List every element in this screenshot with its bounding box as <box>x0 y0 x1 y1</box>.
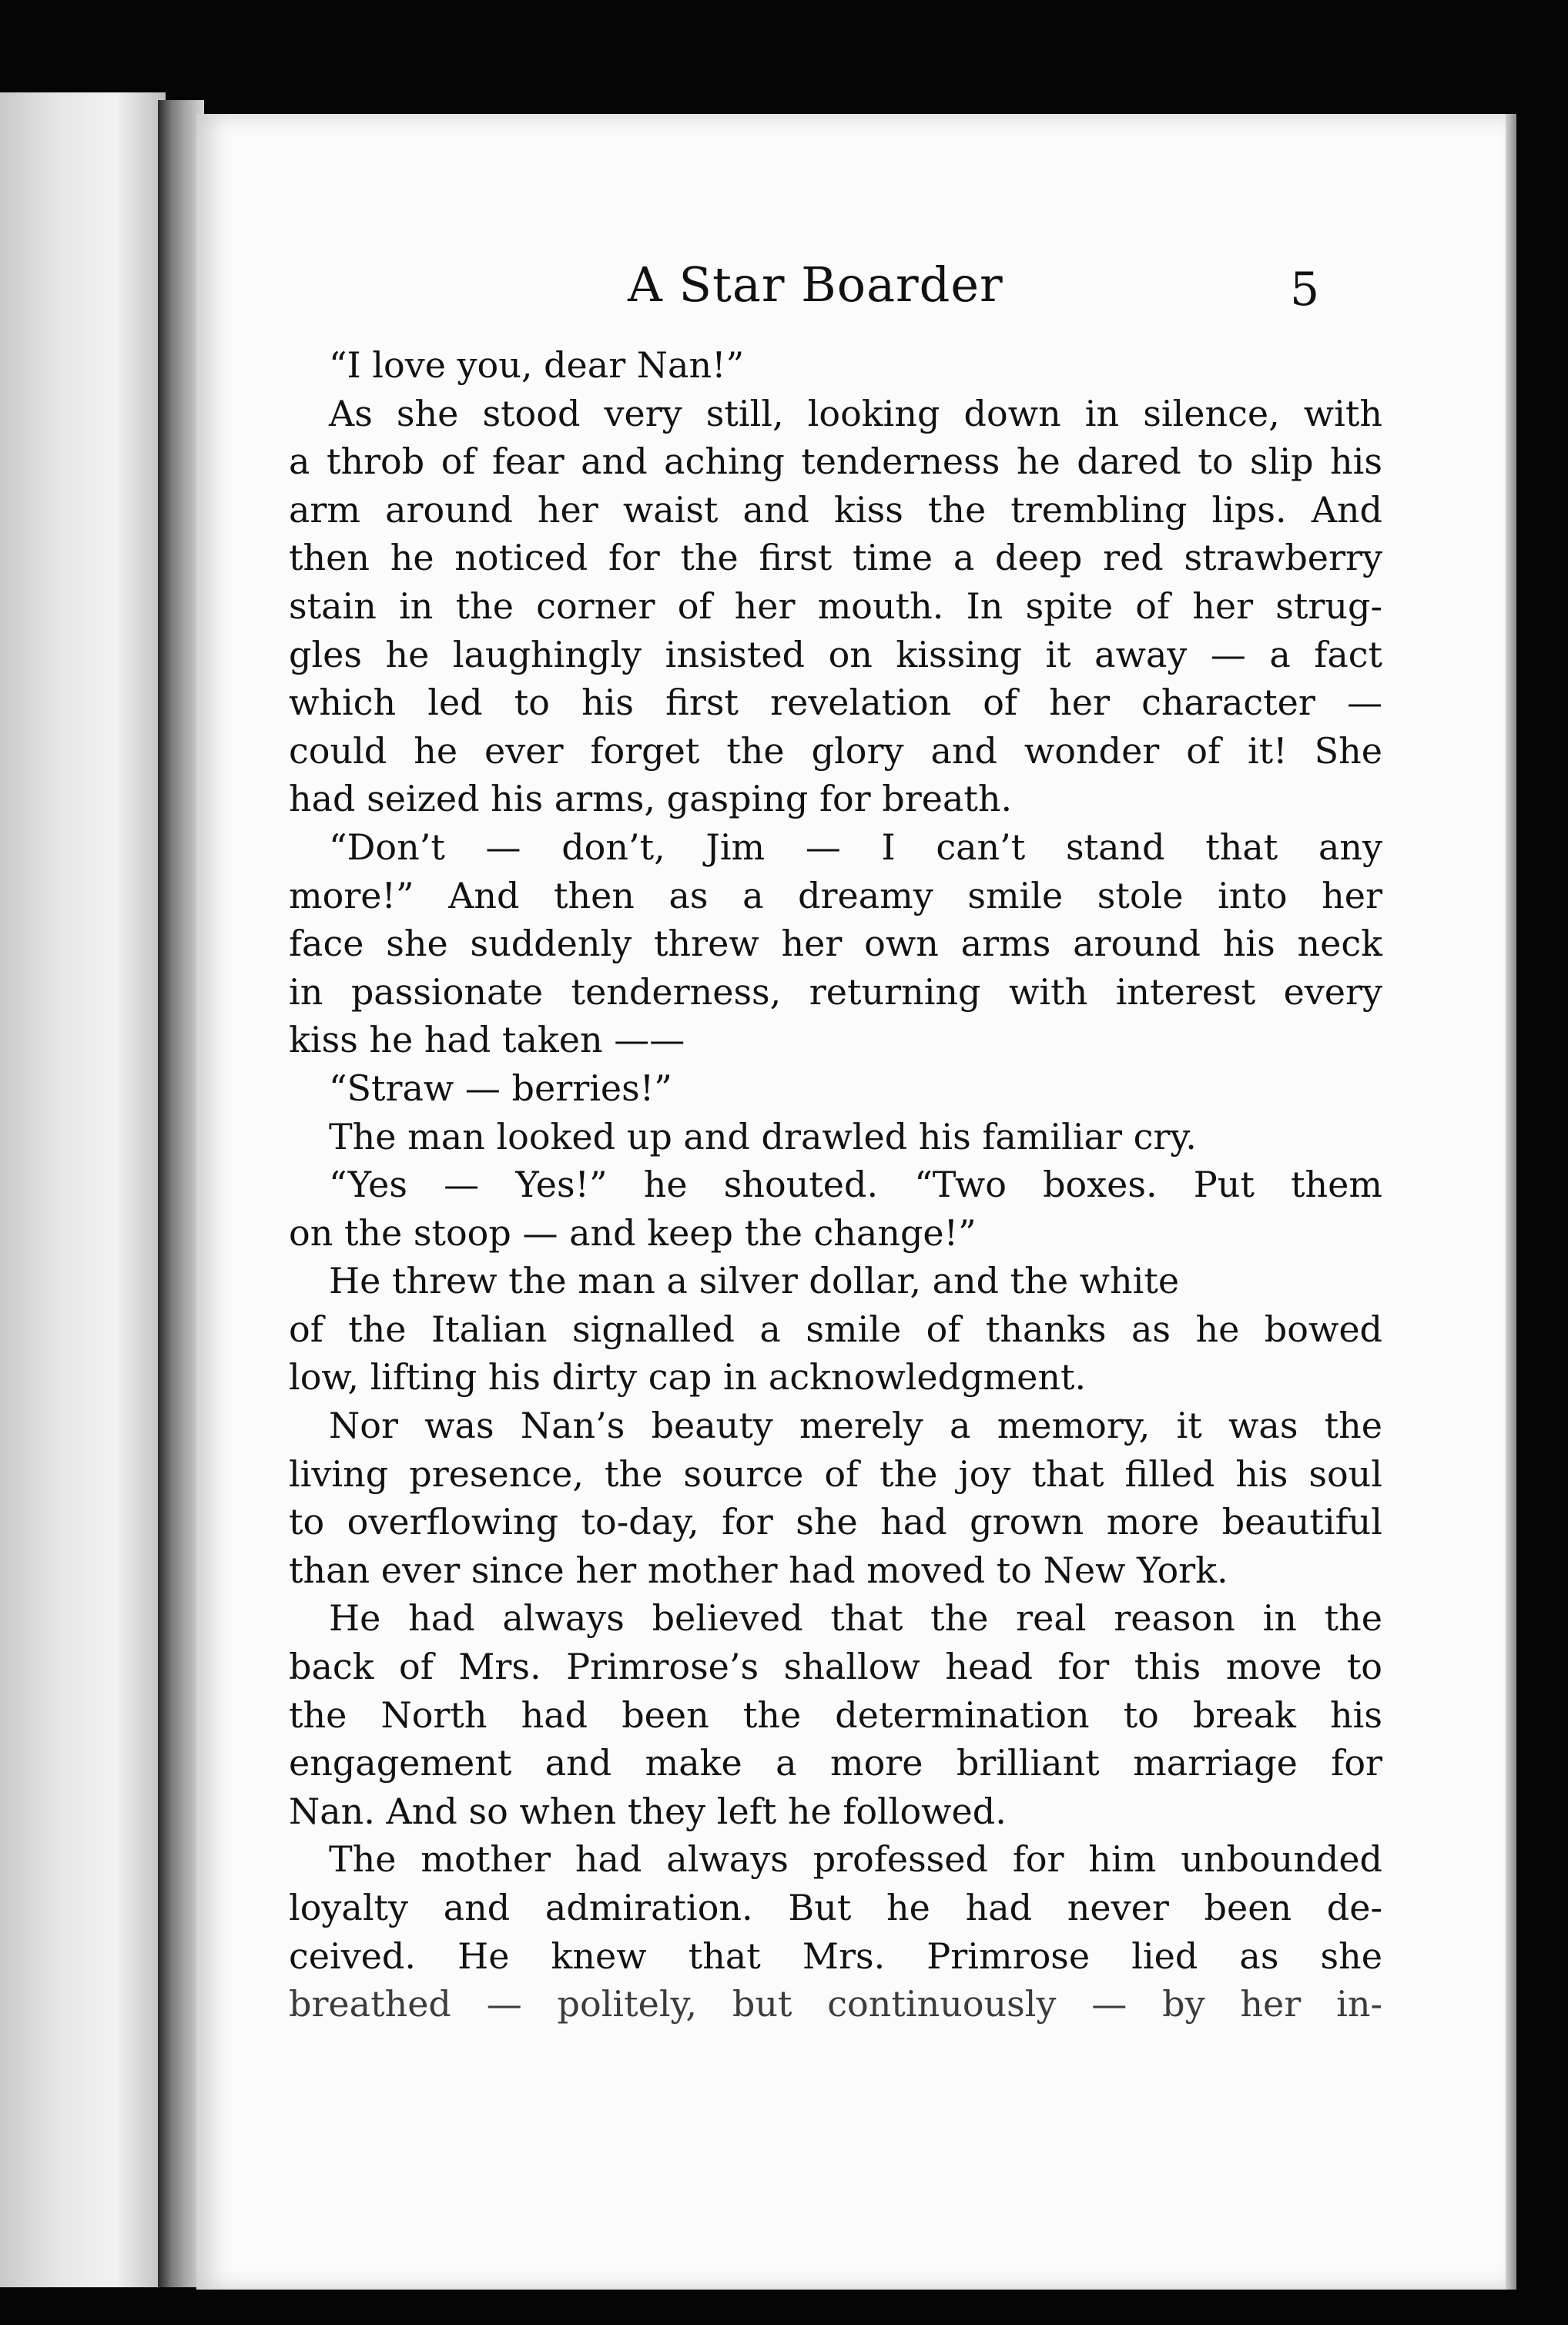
text-line: loyalty and admiration. But he had never been de- <box>289 1887 1382 1928</box>
text-line: As she stood very still, looking down in silence, with <box>329 392 1382 434</box>
previous-page-edge <box>0 92 166 2287</box>
page-right-edge <box>1506 114 1516 2290</box>
text-line: could he ever forget the glory and wonder of it! She <box>289 729 1382 772</box>
text-line: face she suddenly threw her own arms around his neck <box>289 923 1382 965</box>
text-line: the North had been the determination to break his <box>289 1693 1382 1736</box>
text-line: had seized his arms, gasping for breath. <box>289 778 1013 820</box>
text-line: stain in the corner of her mouth. In spite of her strug- <box>289 585 1382 627</box>
text-line: on the stoop — and keep the change!” <box>289 1211 977 1254</box>
text-line: “Straw — berries!” <box>329 1067 672 1109</box>
body-text <box>289 341 1382 2029</box>
text-line: a throb of fear and aching tenderness he dared to slip his <box>289 441 1382 483</box>
text-line: arm around her waist and kiss the trembling lips. And <box>289 488 1382 531</box>
book-page <box>196 114 1506 2290</box>
text-line: “Yes — Yes!” he shouted. “Two boxes. Put them <box>329 1164 1382 1206</box>
page-title: A Star Boarder <box>628 256 1003 313</box>
text-line: low, lifting his dirty cap in acknowledgment. <box>289 1356 1087 1399</box>
text-line: engagement and make a more brilliant marriage for <box>289 1742 1382 1784</box>
text-line: in passionate tenderness, returning with interest every <box>289 970 1382 1013</box>
text-line: which led to his first revelation of her character — <box>289 682 1382 724</box>
text-line: Nor was Nan’s beauty merely a memory, it was the <box>329 1405 1382 1447</box>
running-head <box>196 256 1506 326</box>
text-line: more!” And then as a dreamy smile stole into her <box>289 874 1382 916</box>
text-line: He threw the man a silver dollar, and the white <box>329 1260 1180 1302</box>
text-line: to overflowing to-day, for she had grown more beautiful <box>289 1501 1382 1543</box>
text-line: than ever since her mother had moved to New York. <box>289 1549 1228 1591</box>
page-number: 5 <box>1290 263 1320 317</box>
text-line: then he noticed for the first time a deep red strawberry <box>289 537 1382 579</box>
text-line: ceived. He knew that Mrs. Primrose lied as she <box>289 1935 1382 1977</box>
text-line: Nan. And so when they left he followed. <box>289 1790 1007 1832</box>
text-line: kiss he had taken —— <box>289 1019 685 1061</box>
text-line: “I love you, dear Nan!” <box>329 344 745 386</box>
text-line: “Don’t — don’t, Jim — I can’t stand that any <box>329 826 1382 868</box>
text-line: back of Mrs. Primrose’s shallow head for this move to <box>289 1646 1382 1688</box>
text-line: gles he laughingly insisted on kissing it away — a fact <box>289 633 1382 675</box>
text-line: living presence, the source of the joy that filled his soul <box>289 1452 1382 1495</box>
text-line: The mother had always professed for him unbounded <box>329 1838 1382 1881</box>
text-line: breathed — politely, but continuously — by her in- <box>289 1983 1382 2025</box>
text-line: He had always believed that the real reason in the <box>329 1597 1382 1640</box>
text-line: of the Italian signalled a smile of thanks as he bowed <box>289 1308 1382 1350</box>
text-line: The man looked up and drawled his familiar cry. <box>329 1115 1197 1157</box>
